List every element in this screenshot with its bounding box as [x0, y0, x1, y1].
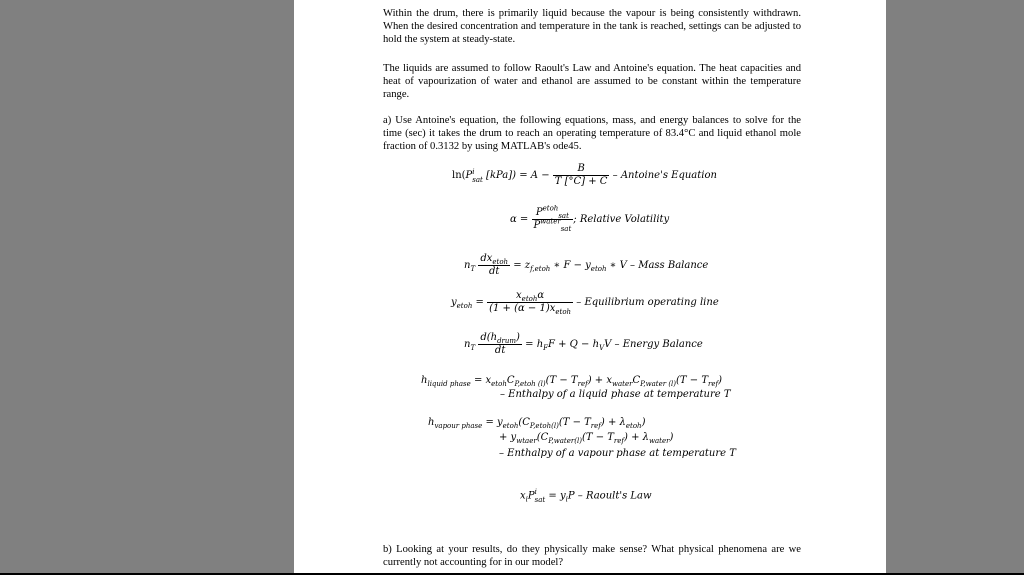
- paragraph-question-a: a) Use Antoine's equation, the following equations, mass, and energy balances to solve for the time (sec) it takes the drum to reach an operating temperature of 83.4°C and liquid ethanol mole fraction of 0.3132 by using MATLAB's ode45.: [383, 115, 801, 152]
- paragraph-assumptions: The liquids are assumed to follow Raoult's Law and Antoine's equation. The heat capacities and heat of vapourization of water and ethanol are assumed to be constant within the temperature range.: [383, 63, 801, 100]
- paragraph-drum-description: Within the drum, there is primarily liquid because the vapour is being consistently withdrawn. When the desired concentration and temperature in the tank is reached, settings can be adjusted to hold the system at steady-state.: [383, 8, 801, 45]
- equation-mass-balance: $n_T$ $\frac{dx_{etoh}}{dt}$ = $z_{f,etoh}$ ∗ $F - y_{etoh}$ ∗ V – Mass Balance: [464, 253, 709, 277]
- equation-equilibrium: $y_{etoh}$ = $\frac{x_{etoh}\alpha}{(1 + (\alpha - 1)x_{etoh}}$ – Equilibrium operating line: [451, 290, 719, 316]
- equation-raoult: $x_iP$ i sat = $y_iP$ – Raoult's Law: [520, 488, 652, 504]
- paragraph-question-b: b) Looking at your results, do they physically make sense? What physical phenomena are we currently not accounting for in our model?: [383, 544, 801, 568]
- equation-antoine-label: – Antoine's Equation: [612, 170, 717, 181]
- equation-energy-balance: $n_T$ $\frac{d(h_{drum})}{dt}$ = $h_FF + Q - h_VV$ – Energy Balance: [464, 332, 703, 356]
- equation-mass-label: – Mass Balance: [630, 260, 709, 271]
- equation-liquid-enthalpy: $h_{liquid phase} = x_{etoh}C_{P,etoh (l)}(T - T_{ref}) + x_{water}C_{P,water (l)}(T - T_{ref})$: [421, 375, 723, 388]
- equation-raoult-label: – Raoult's Law: [577, 490, 652, 502]
- equation-energy-label: – Energy Balance: [614, 339, 703, 350]
- equation-equilibrium-label: – Equilibrium operating line: [576, 297, 719, 308]
- equation-relative-volatility: α = $\frac{P^{etoh}_{sat}}{P^{water}_{sat}}$ ; Relative Volatility: [510, 204, 670, 233]
- equation-antoine: ln(P i sat [kPa]) = A − $\frac{B}{T [^\circ C] + C}$ – Antoine's Equation: [452, 163, 717, 187]
- equation-vapour-label: – Enthalpy of a vapour phase at temperature T: [499, 448, 736, 459]
- equation-vapour-enthalpy: $h_{vapour phase} = y_{etoh}(C_{P,etoh(l)}(T - T_{ref}) + \lambda_{etoh})$: [428, 417, 646, 430]
- equation-volatility-label: ; Relative Volatility: [573, 214, 670, 225]
- equation-liquid-label: – Enthalpy of a liquid phase at temperature T: [500, 389, 731, 400]
- equation-vapour-enthalpy-cont: + $y_{wtaer}(C_{P,water(l)}(T - T_{ref}) + \lambda_{water})$: [499, 432, 674, 445]
- document-page: [294, 0, 886, 575]
